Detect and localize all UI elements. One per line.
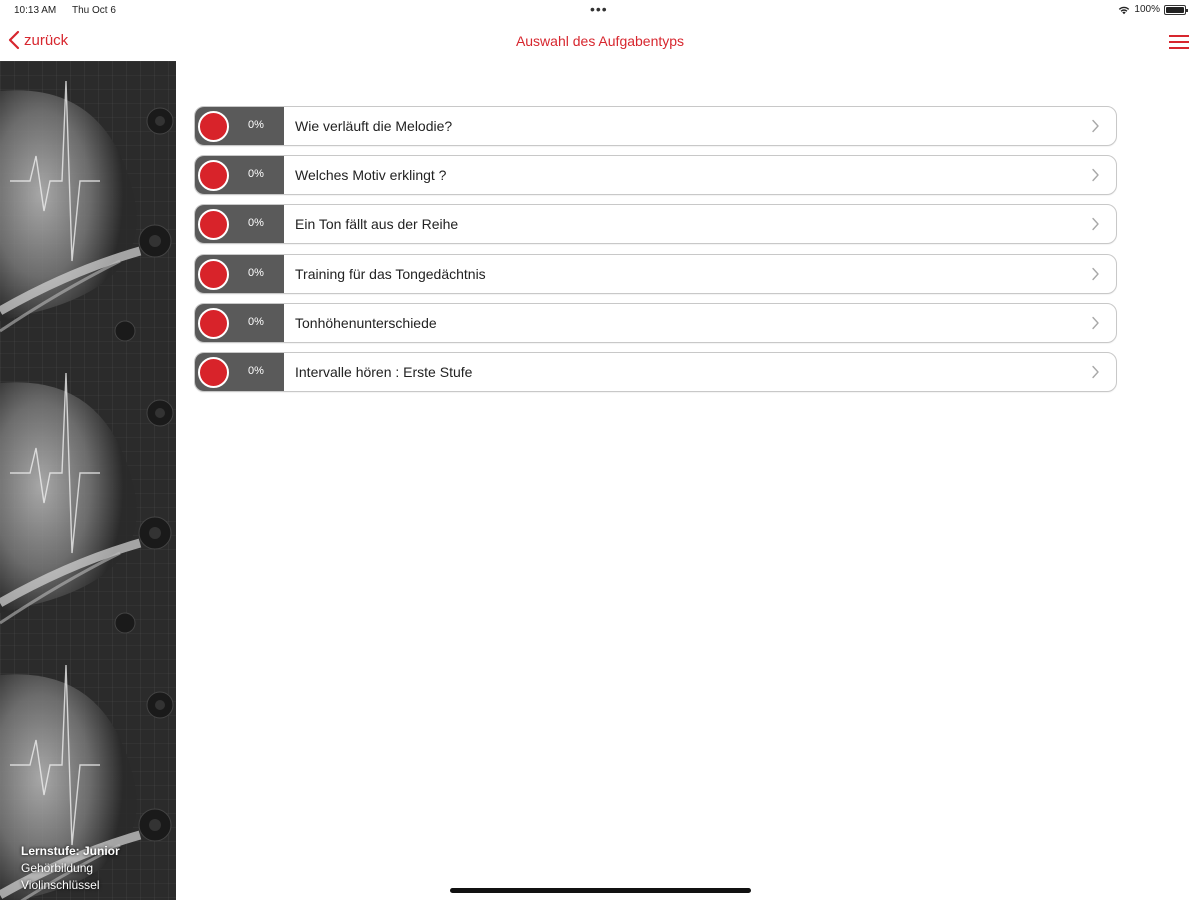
artwork-tile — [0, 353, 176, 645]
progress-text: 0% — [248, 217, 264, 230]
task-label: Welches Motiv erklingt ? — [295, 167, 447, 184]
task-row[interactable] — [194, 254, 1117, 294]
progress-block — [195, 353, 284, 391]
task-label: Tonhöhenunterschiede — [295, 314, 437, 331]
task-label: Training für das Tongedächtnis — [295, 265, 486, 282]
battery-percent: 100% — [1134, 4, 1160, 15]
home-indicator[interactable] — [450, 888, 751, 893]
caption-subject: Gehörbildung — [21, 861, 94, 875]
progress-text: 0% — [248, 266, 264, 279]
progress-text: 0% — [248, 168, 264, 181]
task-row[interactable] — [194, 352, 1117, 392]
page-title: Auswahl des Aufgabentyps — [515, 33, 685, 49]
chevron-right-icon — [1084, 164, 1106, 186]
task-label: Intervalle hören : Erste Stufe — [295, 363, 473, 380]
status-bar — [0, 0, 1200, 22]
status-right — [1118, 4, 1186, 15]
progress-text: 0% — [248, 315, 264, 328]
artwork-tile — [0, 61, 176, 353]
chevron-right-icon — [1084, 115, 1106, 137]
task-row[interactable] — [194, 204, 1117, 244]
progress-dot-icon — [198, 209, 229, 240]
task-label: Ein Ton fällt aus der Reihe — [295, 216, 459, 233]
progress-text: 0% — [248, 364, 264, 377]
chevron-right-icon — [1084, 213, 1106, 235]
progress-dot-icon — [198, 111, 229, 142]
progress-block — [195, 107, 284, 145]
progress-dot-icon — [198, 259, 229, 290]
wifi-icon — [1118, 5, 1130, 15]
progress-block — [195, 255, 284, 293]
hamburger-menu-icon[interactable] — [1169, 34, 1189, 50]
caption-level: Lernstufe: Junior — [21, 844, 120, 858]
caption-clef: Violinschlüssel — [21, 878, 100, 892]
task-row[interactable] — [194, 303, 1117, 343]
chevron-right-icon — [1084, 263, 1106, 285]
progress-block — [195, 156, 284, 194]
level-caption — [21, 843, 120, 894]
task-row[interactable] — [194, 106, 1117, 146]
multitasking-dots-icon[interactable]: ••• — [590, 1, 608, 17]
battery-level — [1166, 7, 1184, 13]
task-row[interactable] — [194, 155, 1117, 195]
chevron-right-icon — [1084, 361, 1106, 383]
sidebar-artwork — [0, 61, 176, 900]
progress-block — [195, 205, 284, 243]
progress-dot-icon — [198, 357, 229, 388]
status-time: 10:13 AM — [14, 5, 57, 16]
battery-icon — [1164, 5, 1186, 15]
task-label: Wie verläuft die Melodie? — [295, 118, 453, 134]
task-type-list — [194, 106, 1117, 401]
progress-block — [195, 304, 284, 342]
back-label: zurück — [24, 31, 69, 49]
chevron-right-icon — [1084, 312, 1106, 334]
progress-dot-icon — [198, 308, 229, 339]
status-date: Thu Oct 6 — [72, 5, 116, 16]
progress-dot-icon — [198, 160, 229, 191]
navigation-bar — [0, 22, 1200, 62]
progress-text: 0% — [248, 119, 264, 131]
